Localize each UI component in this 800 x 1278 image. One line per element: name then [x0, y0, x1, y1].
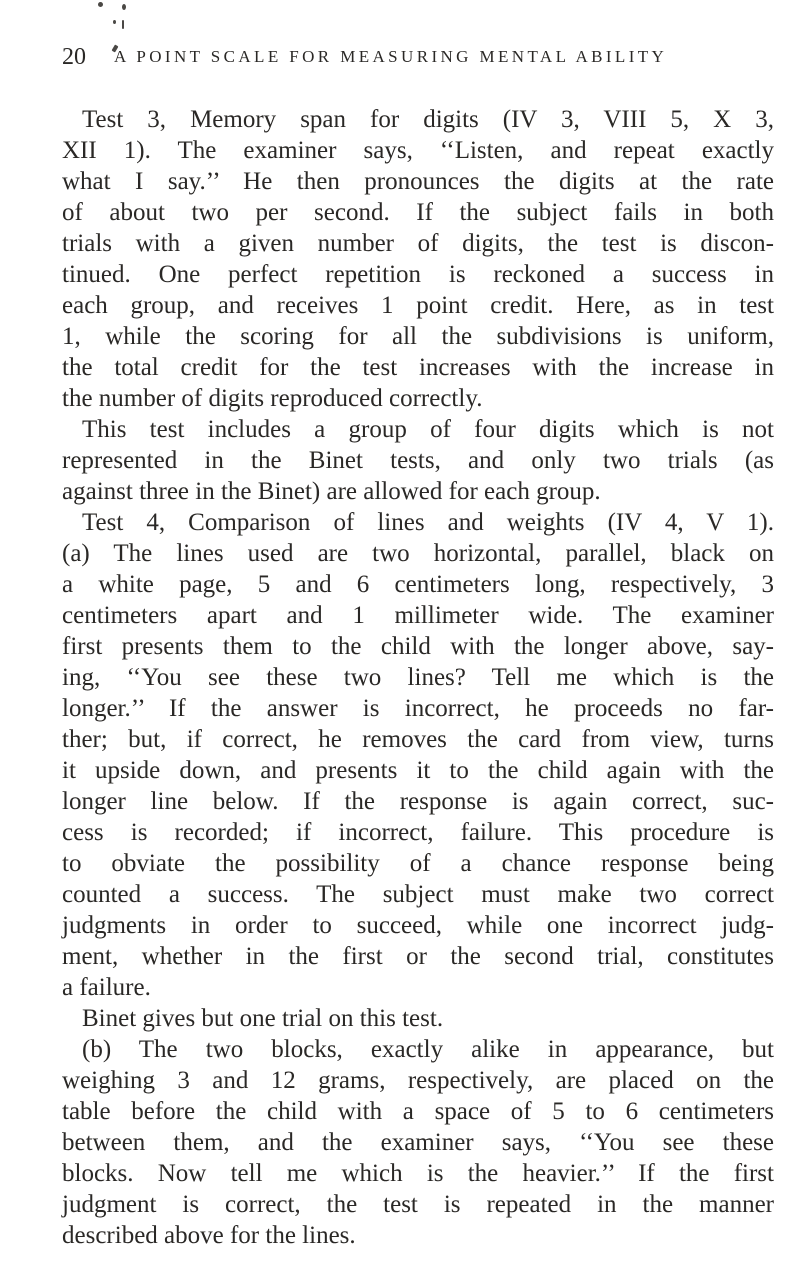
text-line: Binet gives but one trial on this test.	[82, 1005, 444, 1032]
page-header	[62, 44, 762, 74]
text-line: what I say.’’ He then pronounces the digits at the rate	[62, 168, 774, 195]
scan-speck	[122, 4, 126, 10]
text-line: the number of digits reproduced correctly.	[62, 385, 483, 412]
text-line: a failure.	[62, 974, 151, 1001]
text-line: trials with a given number of digits, the test is discon-	[62, 230, 774, 257]
text-line: it upside down, and presents it to the child again with the	[62, 757, 774, 784]
text-line: a white page, 5 and 6 centimeters long, respectively, 3	[62, 571, 774, 598]
text-line: first presents them to the child with the longer above, say-	[62, 633, 774, 660]
scan-speck	[98, 2, 103, 7]
scan-speck	[113, 20, 116, 24]
text-line: represented in the Binet tests, and only two trials (as	[62, 447, 774, 474]
text-line: XII 1). The examiner says, ‘‘Listen, and repeat exactly	[62, 137, 774, 164]
text-line: cess is recorded; if incorrect, failure. This procedure is	[62, 819, 774, 846]
running-title: A POINT SCALE FOR MEASURING MENTAL ABILITY	[114, 47, 668, 66]
text-line: counted a success. The subject must make two correct	[62, 881, 774, 908]
scan-speck	[122, 20, 124, 29]
text-line: judgments in order to succeed, while one incorrect judg-	[62, 912, 774, 939]
text-line: ment, whether in the first or the second trial, constitutes	[62, 943, 774, 970]
text-line: Test 3, Memory span for digits (IV 3, VIII 5, X 3,	[82, 106, 774, 133]
text-line: described above for the lines.	[62, 1222, 356, 1249]
text-line: of about two per second. If the subject fails in both	[62, 199, 774, 226]
page-number: 20	[62, 44, 86, 70]
text-line: each group, and receives 1 point credit. Here, as in test	[62, 292, 774, 319]
text-line: centimeters apart and 1 millimeter wide. The examiner	[62, 602, 774, 629]
text-line: blocks. Now tell me which is the heavier.’’ If the first	[62, 1160, 774, 1187]
text-line: weighing 3 and 12 grams, respectively, are placed on the	[62, 1067, 774, 1094]
text-line: longer.’’ If the answer is incorrect, he proceeds no far-	[62, 695, 774, 722]
text-line: 1, while the scoring for all the subdivisions is uniform,	[62, 323, 774, 350]
text-line: ther; but, if correct, he removes the card from view, turns	[62, 726, 774, 753]
text-line: table before the child with a space of 5 to 6 centimeters	[62, 1098, 774, 1125]
text-line: judgment is correct, the test is repeated in the manner	[62, 1191, 774, 1218]
text-line: between them, and the examiner says, ‘‘You see these	[62, 1129, 774, 1156]
text-line: (b) The two blocks, exactly alike in appearance, but	[82, 1036, 774, 1063]
text-line: Test 4, Comparison of lines and weights (IV 4, V 1).	[82, 509, 774, 536]
text-line: ing, ‘‘You see these two lines? Tell me which is the	[62, 664, 774, 691]
text-line: to obviate the possibility of a chance response being	[62, 850, 774, 877]
text-line: tinued. One perfect repetition is reckoned a success in	[62, 261, 774, 288]
text-line: longer line below. If the response is again correct, suc-	[62, 788, 774, 815]
text-line: the total credit for the test increases with the increase in	[62, 354, 774, 381]
text-line: This test includes a group of four digits which is not	[82, 416, 774, 443]
text-line: (a) The lines used are two horizontal, parallel, black on	[62, 540, 774, 567]
text-line: against three in the Binet) are allowed for each group.	[62, 478, 601, 505]
